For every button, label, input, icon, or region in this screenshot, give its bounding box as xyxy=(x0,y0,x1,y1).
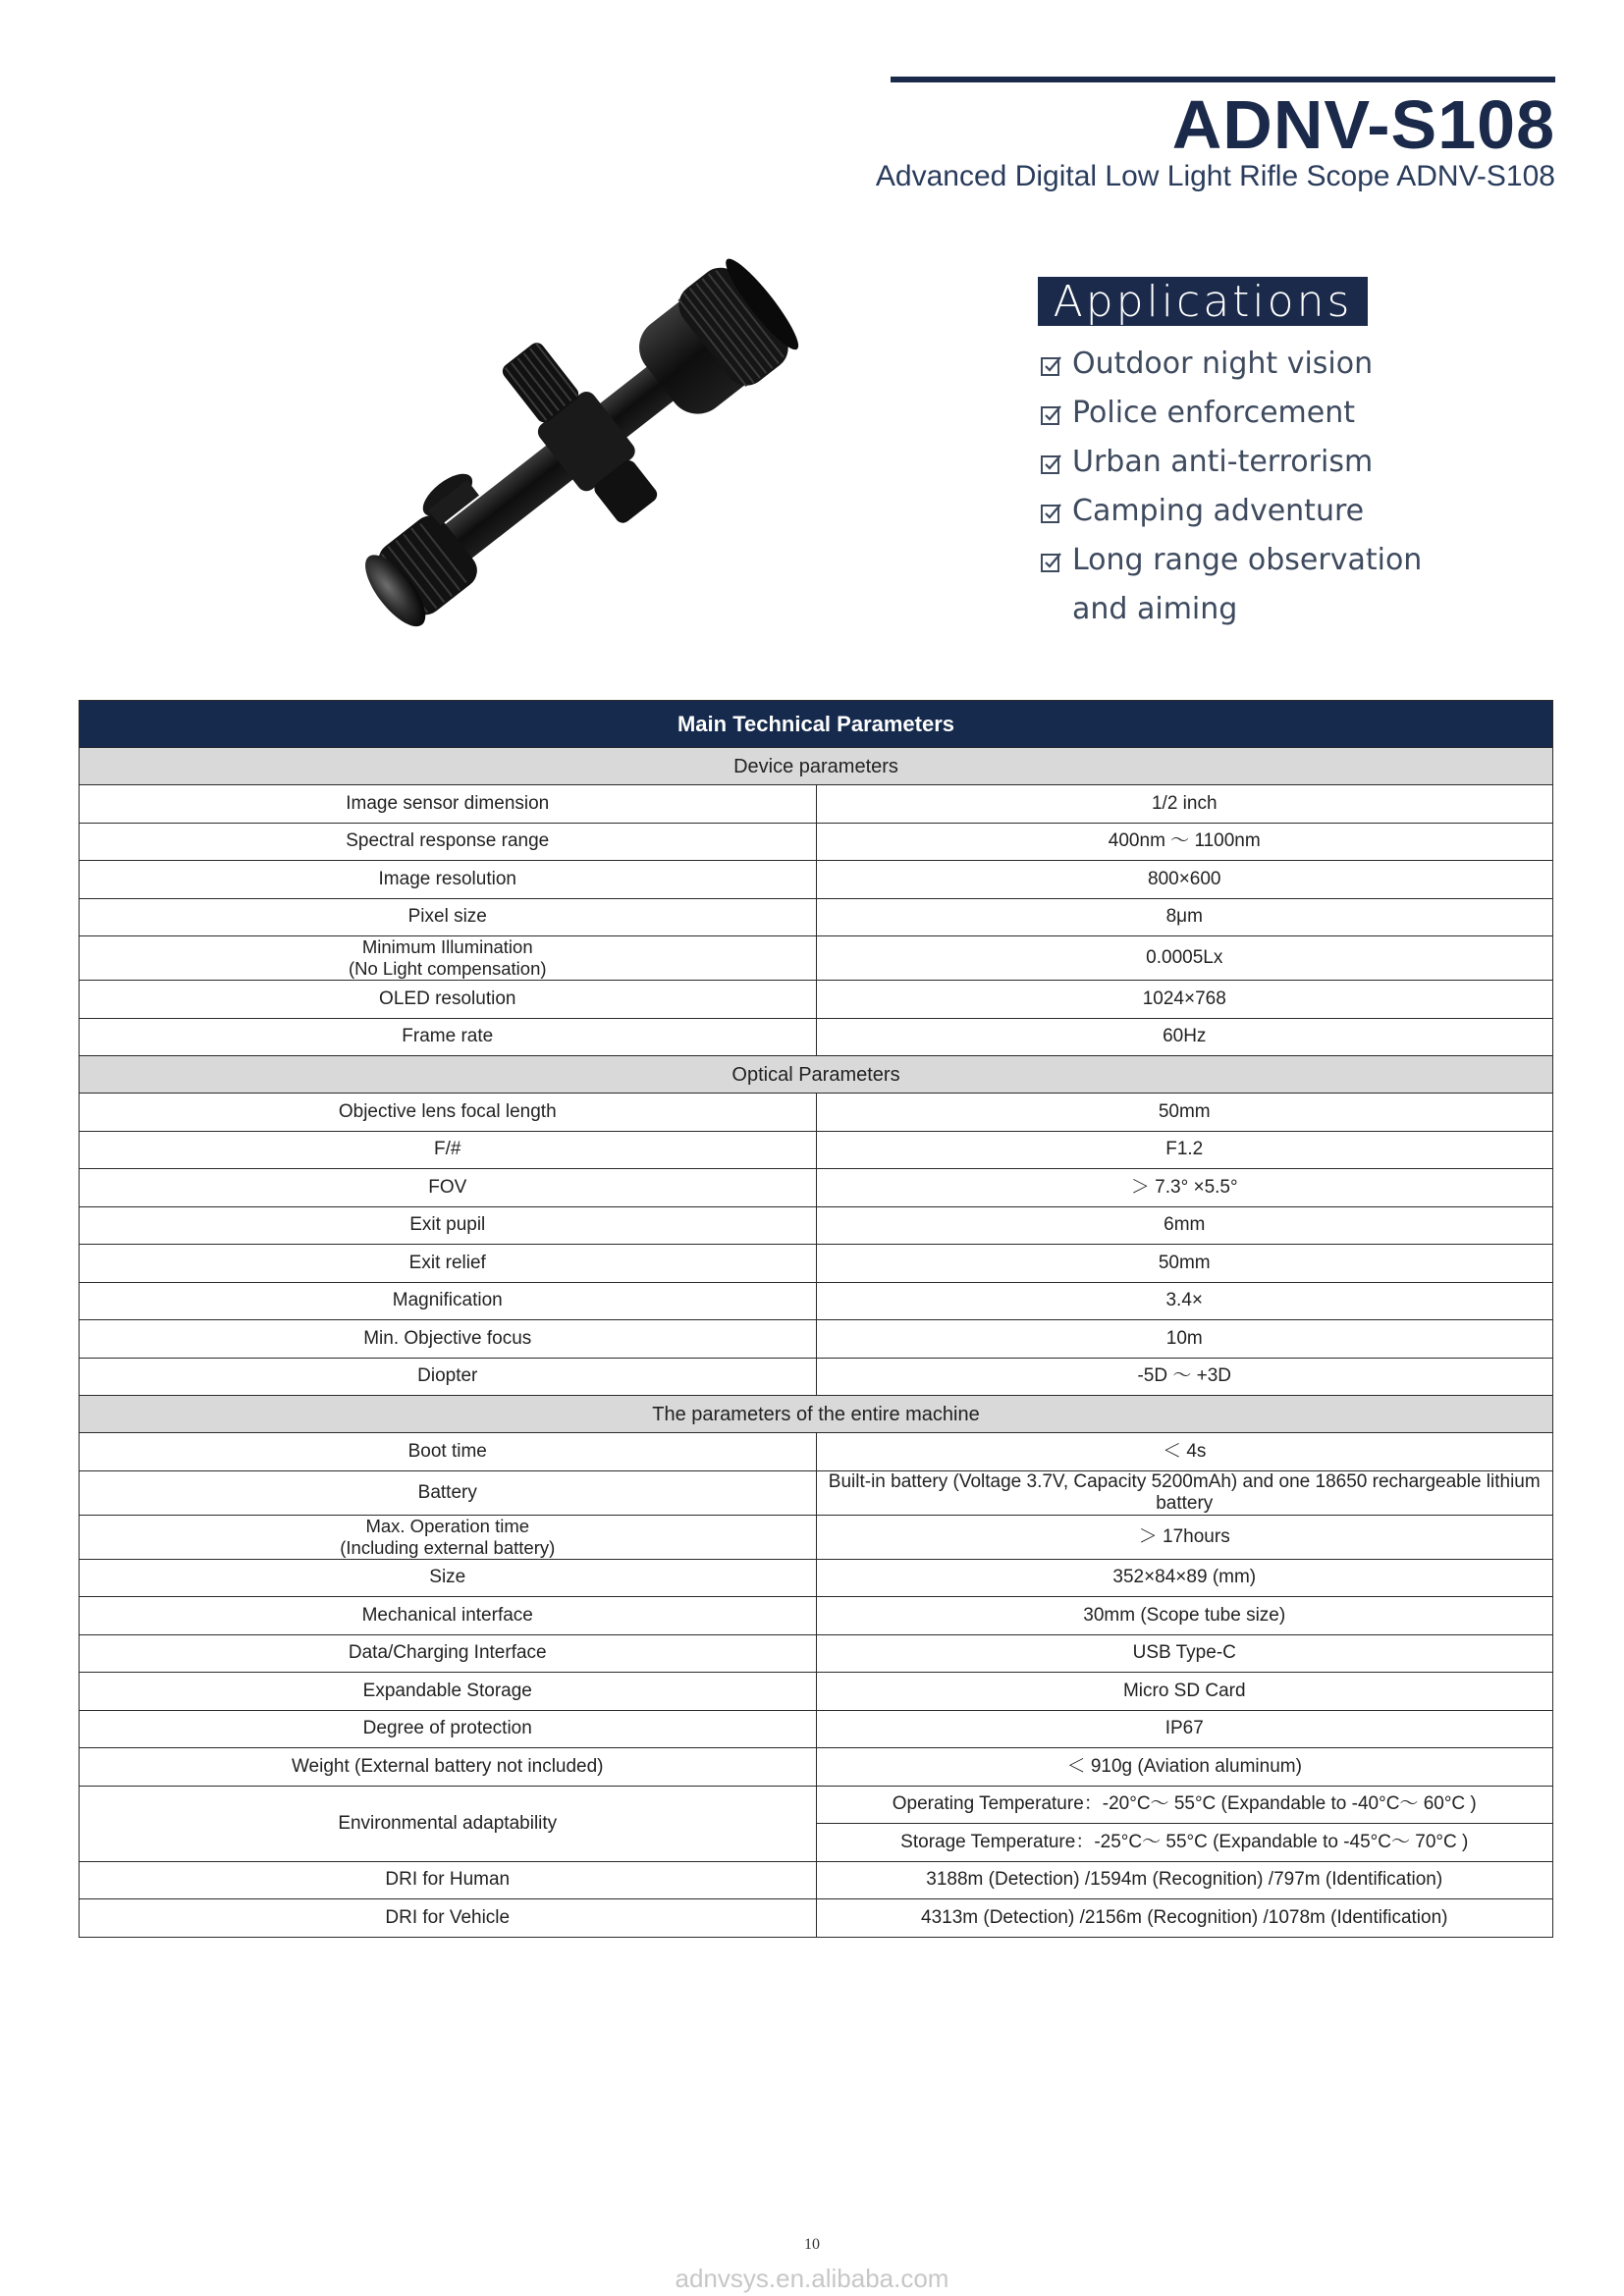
param-label: Mechanical interface xyxy=(80,1597,817,1635)
table-row xyxy=(80,1748,1553,1787)
application-item xyxy=(1041,536,1422,634)
website-footer: adnvsys.en.alibaba.com xyxy=(675,2264,949,2293)
param-label: FOV xyxy=(80,1169,817,1207)
application-item xyxy=(1041,340,1422,389)
param-value: 50mm xyxy=(816,1245,1553,1283)
checkbox-icon xyxy=(1041,454,1062,475)
param-value: ＜ 4s xyxy=(816,1433,1553,1471)
param-label-line1: Minimum Illumination xyxy=(361,936,533,957)
param-label: Min. Objective focus xyxy=(80,1320,817,1359)
param-label: Degree of protection xyxy=(80,1710,817,1748)
model-title: ADNV-S108 xyxy=(1171,86,1555,163)
param-value: USB Type-C xyxy=(816,1634,1553,1673)
table-title: Main Technical Parameters xyxy=(80,701,1553,748)
param-value: 60Hz xyxy=(816,1018,1553,1056)
table-row xyxy=(80,1515,1553,1559)
param-label: Data/Charging Interface xyxy=(80,1634,817,1673)
param-label: OLED resolution xyxy=(80,981,817,1019)
param-value: -5D ～ +3D xyxy=(816,1358,1553,1396)
checkbox-icon xyxy=(1041,355,1062,377)
table-row xyxy=(80,1597,1553,1635)
param-label: Exit relief xyxy=(80,1245,817,1283)
param-label xyxy=(80,1515,817,1559)
param-label-line1: Max. Operation time xyxy=(365,1515,530,1536)
application-label: Outdoor night vision xyxy=(1072,347,1374,381)
table-row xyxy=(80,1433,1553,1471)
application-label-continued: and aiming xyxy=(1072,592,1238,626)
param-label: Weight (External battery not included) xyxy=(80,1748,817,1787)
param-value: ＞ 7.3° ×5.5° xyxy=(816,1169,1553,1207)
checkbox-icon xyxy=(1041,404,1062,426)
table-row xyxy=(80,1559,1553,1597)
param-value: 8μm xyxy=(816,898,1553,936)
param-label: F/# xyxy=(80,1131,817,1169)
param-value: 4313m (Detection) /2156m (Recognition) /1078m (Identification) xyxy=(816,1899,1553,1938)
param-label: DRI for Vehicle xyxy=(80,1899,817,1938)
table-row xyxy=(80,981,1553,1019)
param-value: 50mm xyxy=(816,1094,1553,1132)
table-row xyxy=(80,1673,1553,1711)
param-value: Built-in battery (Voltage 3.7V, Capacity 5200mAh) and one 18650 rechargeable lithium battery xyxy=(816,1470,1553,1515)
param-value: 3188m (Detection) /1594m (Recognition) /797m (Identification) xyxy=(816,1861,1553,1899)
param-label: Boot time xyxy=(80,1433,817,1471)
section-optical: Optical Parameters xyxy=(80,1056,1553,1094)
checkbox-icon xyxy=(1041,552,1062,573)
param-label: Spectral response range xyxy=(80,823,817,861)
table-row xyxy=(80,1245,1553,1283)
checkbox-icon xyxy=(1041,503,1062,524)
table-row xyxy=(80,1861,1553,1899)
application-label: Long range observation xyxy=(1072,543,1423,577)
table-row xyxy=(80,1320,1553,1359)
param-value: 1024×768 xyxy=(816,981,1553,1019)
table-row xyxy=(80,1018,1553,1056)
param-value: Operating Temperature：-20°C～ 55°C (Expandable to -40°C～ 60°C ) xyxy=(816,1786,1553,1824)
param-label: Size xyxy=(80,1559,817,1597)
applications-title: Applications xyxy=(1038,277,1368,326)
table-row xyxy=(80,1470,1553,1515)
table-row xyxy=(80,1899,1553,1938)
section-device: Device parameters xyxy=(80,748,1553,785)
param-value: 0.0005Lx xyxy=(816,936,1553,981)
section-machine: The parameters of the entire machine xyxy=(80,1396,1553,1433)
param-label: DRI for Human xyxy=(80,1861,817,1899)
table-row xyxy=(80,1786,1553,1824)
param-value: 30mm (Scope tube size) xyxy=(816,1597,1553,1635)
param-label: Environmental adaptability xyxy=(80,1786,817,1861)
table-row xyxy=(80,898,1553,936)
param-label: Pixel size xyxy=(80,898,817,936)
rifle-scope-image xyxy=(324,221,854,653)
application-item xyxy=(1041,487,1422,536)
param-value: 400nm ～ 1100nm xyxy=(816,823,1553,861)
table-row xyxy=(80,1094,1553,1132)
table-row xyxy=(80,861,1553,899)
param-value: 3.4× xyxy=(816,1282,1553,1320)
application-label: Police enforcement xyxy=(1072,396,1356,430)
param-label xyxy=(80,936,817,981)
application-label: Camping adventure xyxy=(1072,494,1365,528)
param-value: 1/2 inch xyxy=(816,785,1553,824)
param-label: Exit pupil xyxy=(80,1206,817,1245)
param-label: Frame rate xyxy=(80,1018,817,1056)
table-row xyxy=(80,1710,1553,1748)
param-label: Expandable Storage xyxy=(80,1673,817,1711)
param-value: Micro SD Card xyxy=(816,1673,1553,1711)
parameters-table xyxy=(79,700,1553,1938)
param-value: 6mm xyxy=(816,1206,1553,1245)
table-row xyxy=(80,936,1553,981)
table-row xyxy=(80,1282,1553,1320)
param-label: Magnification xyxy=(80,1282,817,1320)
table-row xyxy=(80,1169,1553,1207)
param-label-line2: (Including external battery) xyxy=(340,1536,556,1558)
param-label: Image sensor dimension xyxy=(80,785,817,824)
header-rule xyxy=(891,77,1555,82)
param-label: Objective lens focal length xyxy=(80,1094,817,1132)
table-row xyxy=(80,1206,1553,1245)
table-row xyxy=(80,1131,1553,1169)
param-value: 352×84×89 (mm) xyxy=(816,1559,1553,1597)
applications-list xyxy=(1041,340,1422,634)
application-label: Urban anti-terrorism xyxy=(1072,445,1374,479)
param-value: 800×600 xyxy=(816,861,1553,899)
param-value: F1.2 xyxy=(816,1131,1553,1169)
application-item xyxy=(1041,389,1422,438)
table-row xyxy=(80,785,1553,824)
param-value: Storage Temperature：-25°C～ 55°C (Expandable to -45°C～ 70°C ) xyxy=(816,1824,1553,1862)
application-item xyxy=(1041,438,1422,487)
model-subtitle: Advanced Digital Low Light Rifle Scope ADNV-S108 xyxy=(875,160,1555,192)
table-row xyxy=(80,823,1553,861)
param-label: Image resolution xyxy=(80,861,817,899)
param-value: ＞ 17hours xyxy=(816,1515,1553,1559)
param-label: Battery xyxy=(80,1470,817,1515)
param-value: ＜ 910g (Aviation aluminum) xyxy=(816,1748,1553,1787)
table-row xyxy=(80,1358,1553,1396)
param-label: Diopter xyxy=(80,1358,817,1396)
page-number: 10 xyxy=(804,2236,820,2253)
param-value: 10m xyxy=(816,1320,1553,1359)
param-value: IP67 xyxy=(816,1710,1553,1748)
table-row xyxy=(80,1634,1553,1673)
param-label-line2: (No Light compensation) xyxy=(348,958,547,979)
